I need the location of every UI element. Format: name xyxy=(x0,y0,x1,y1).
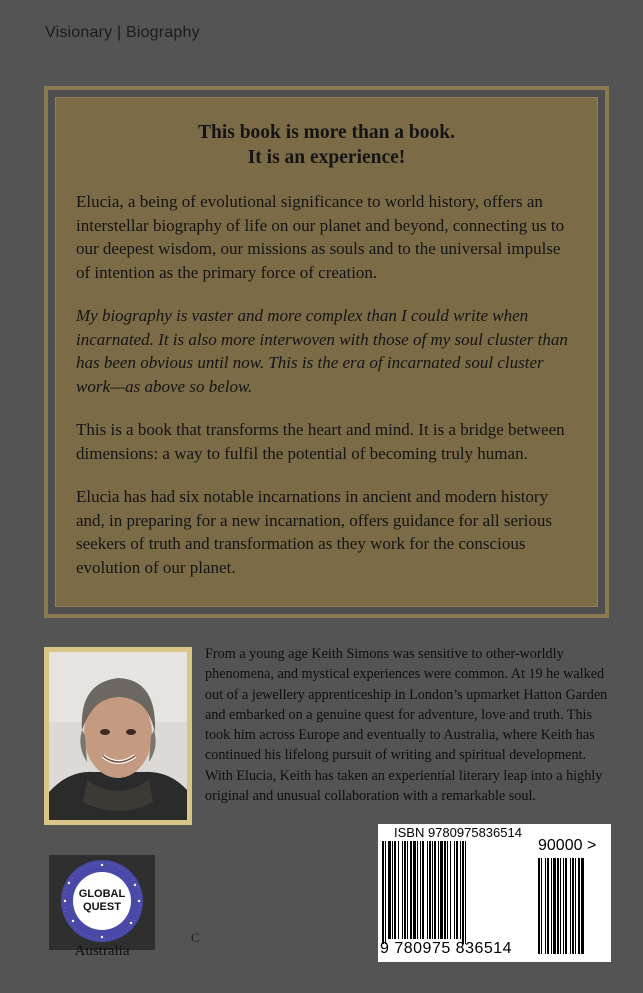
author-photo xyxy=(44,647,192,825)
headline-line-2: It is an experience! xyxy=(247,147,406,168)
publisher-country: Australia xyxy=(74,943,130,959)
barcode-digits: 9 780975 836514 xyxy=(380,940,513,957)
price-code: 90000 > xyxy=(538,837,597,854)
blurb-paragraph-3: This is a book that transforms the heart and mind. It is a bridge between dimensions: a way to fulfil the potential of becoming truly human. xyxy=(76,420,565,463)
copyright-mark: C xyxy=(191,930,200,945)
publisher-logo xyxy=(49,855,155,950)
category-label: Visionary | Biography xyxy=(45,24,200,41)
blurb-paragraph-4: Elucia has had six notable incarnations in ancient and modern history and, in preparing for a new incarnation, offers guidance for all serious seekers of truth and transformation as they work for the conscious evolution of our planet. xyxy=(76,487,552,577)
isbn-label: ISBN 9780975836514 xyxy=(394,825,522,840)
author-bio: From a young age Keith Simons was sensitive to other-worldly phenomena, and mystical experiences were common. At 19 he walked out of a jewellery apprenticeship in London’s upmarket Hatton Garden and embarked on a genuine quest for adventure, love and truth. This took him across Europe and eventually to Australia, where Keith has continued his lifelong pursuit of writing and spiritual development. With Elucia, Keith has taken an experiential literary leap into a highly original and unusual collaboration with a remarkable soul. xyxy=(205,646,608,805)
headline xyxy=(76,120,577,170)
blurb-quote: My biography is vaster and more complex than I could write when incarnated. It is also more interwoven with those of my soul cluster than has been obvious until now. This is the era of incarnated soul cluster work—as above so below. xyxy=(76,306,568,396)
global-quest-logo-icon xyxy=(49,855,155,950)
blurb-paragraph-1: Elucia, a being of evolutional significance to world history, offers an interstellar biography of life on our planet and beyond, connecting us to our deepest wisdom, our missions as souls and to the universal impulse of intention as the primary force of creation. xyxy=(76,192,565,282)
author-portrait-image xyxy=(49,652,187,820)
blurb-panel xyxy=(55,97,598,607)
logo-text-line-1: GLOBAL xyxy=(78,888,126,900)
logo-text-line-2: QUEST xyxy=(83,901,121,913)
headline-line-1: This book is more than a book. xyxy=(197,122,455,143)
blurb-frame xyxy=(44,86,609,618)
